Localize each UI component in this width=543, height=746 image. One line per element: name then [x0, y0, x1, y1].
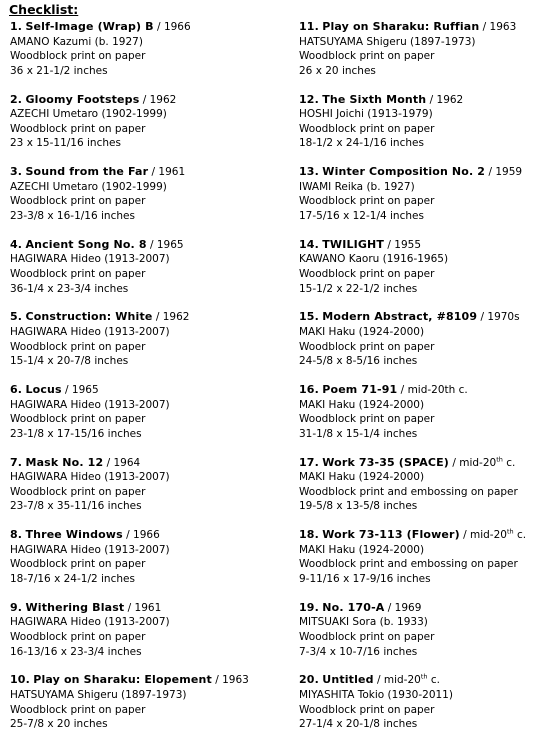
entry-separator: /	[152, 311, 163, 324]
entry-title-line	[299, 456, 539, 471]
entry-medium: Woodblock print on paper	[299, 122, 435, 135]
checklist-entry	[299, 93, 539, 166]
entry-medium: Woodblock print on paper	[299, 267, 435, 280]
entry-date: 1965	[71, 383, 99, 396]
entry-title-line	[299, 310, 539, 325]
entry-separator: /	[61, 383, 72, 396]
entry-dimensions: 24-5/8 x 8-5/16 inches	[299, 355, 418, 368]
entry-separator: /	[426, 93, 437, 106]
entry-artist: HAGIWARA Hideo (1913-2007)	[10, 398, 170, 411]
checklist-entry	[299, 601, 539, 674]
entry-separator: /	[146, 238, 157, 251]
entry-title: Sound from the Far	[25, 165, 149, 179]
entry-number: 17.	[299, 455, 319, 469]
entry-medium: Woodblock print on paper	[10, 122, 146, 135]
entry-medium: Woodblock print on paper	[299, 50, 435, 63]
entry-medium: Woodblock print on paper	[10, 630, 146, 643]
entry-date-superscript: th	[506, 528, 514, 536]
entry-dimensions: 27-1/4 x 20-1/8 inches	[299, 718, 418, 731]
entry-title: Self-Image (Wrap) B	[25, 20, 154, 33]
entry-medium: Woodblock print on paper	[10, 195, 146, 208]
entry-date: 1962	[149, 93, 177, 106]
entry-date: 1969	[394, 601, 422, 614]
entry-number: 14.	[299, 237, 319, 251]
entry-date: mid-20	[459, 456, 497, 469]
entry-title-line	[299, 238, 539, 253]
entry-title: Poem 71-91	[322, 382, 398, 396]
entry-dimensions: 18-1/2 x 24-1/16 inches	[299, 137, 424, 150]
entry-artist: HAGIWARA Hideo (1913-2007)	[10, 471, 170, 484]
entry-medium: Woodblock print on paper	[299, 703, 435, 716]
entry-number: 10.	[10, 673, 30, 687]
entry-dimensions: 23-3/8 x 16-1/16 inches	[10, 209, 135, 222]
entry-date: 1963	[489, 21, 517, 33]
entry-number: 9.	[10, 600, 23, 614]
entry-artist: MIYASHITA Tokio (1930-2011)	[299, 688, 453, 701]
entry-medium: Woodblock print on paper	[10, 50, 146, 63]
entry-title-line	[10, 93, 290, 108]
entry-title-line	[10, 238, 290, 253]
entry-title-line	[10, 528, 290, 543]
entry-artist: MAKI Haku (1924-2000)	[299, 325, 425, 338]
entry-title: Play on Sharaku: Ruffian	[322, 20, 480, 33]
checklist-column-right	[299, 20, 539, 746]
entry-separator: /	[397, 383, 408, 396]
entry-separator: /	[148, 166, 159, 179]
entry-medium: Woodblock print on paper	[10, 267, 146, 280]
entry-date: 1961	[134, 601, 162, 614]
entry-title-line	[299, 20, 539, 35]
entry-date: 1966	[163, 21, 191, 33]
entry-separator: /	[139, 93, 150, 106]
entry-dimensions: 7-3/4 x 10-7/16 inches	[299, 645, 418, 658]
checklist-entry	[10, 601, 290, 674]
entry-dimensions: 26 x 20 inches	[299, 64, 376, 77]
entry-separator: /	[479, 21, 490, 33]
entry-dimensions: 18-7/16 x 24-1/2 inches	[10, 572, 135, 585]
entry-date: 1966	[133, 529, 160, 542]
entry-dimensions: 36-1/4 x 23-3/4 inches	[10, 282, 129, 295]
entry-number: 1.	[10, 20, 23, 33]
checklist-entry	[10, 673, 290, 746]
entry-number: 3.	[10, 165, 23, 179]
entry-title: The Sixth Month	[322, 92, 427, 106]
entry-title: Construction: White	[25, 310, 153, 324]
entry-title-line	[299, 165, 539, 180]
checklist-entry	[10, 93, 290, 166]
entry-date: 1962	[436, 93, 464, 106]
entry-title-line	[10, 383, 290, 398]
entry-date: mid-20th c.	[407, 383, 468, 396]
entry-separator: /	[211, 674, 223, 687]
entry-date: 1963	[222, 674, 249, 687]
entry-medium: Woodblock print on paper	[299, 413, 435, 426]
entry-dimensions: 31-1/8 x 15-1/4 inches	[299, 427, 418, 440]
checklist-entry	[10, 310, 290, 383]
entry-artist: MITSUAKI Sora (b. 1933)	[299, 616, 428, 629]
entry-artist: MAKI Haku (1924-2000)	[299, 471, 425, 484]
entry-title: Winter Composition No. 2	[322, 165, 486, 179]
checklist-entry	[10, 528, 290, 601]
checklist-column-left	[10, 20, 290, 746]
entry-number: 11.	[299, 20, 319, 33]
entry-date-suffix: c.	[427, 674, 440, 687]
entry-dimensions: 23-7/8 x 35-11/16 inches	[10, 500, 142, 513]
checklist-heading: Checklist:	[9, 2, 79, 17]
entry-dimensions: 25-7/8 x 20 inches	[10, 718, 108, 731]
entry-dimensions: 9-11/16 x 17-9/16 inches	[299, 572, 431, 585]
entry-artist: HAGIWARA Hideo (1913-2007)	[10, 616, 170, 629]
entry-title: TWILIGHT	[322, 237, 385, 251]
entry-dimensions: 19-5/8 x 13-5/8 inches	[299, 500, 418, 513]
entry-date: 1961	[158, 166, 186, 179]
entry-number: 16.	[299, 382, 319, 396]
entry-artist: AZECHI Umetaro (1902-1999)	[10, 108, 167, 121]
entry-medium: Woodblock print on paper	[10, 558, 146, 571]
entry-number: 12.	[299, 92, 319, 106]
entry-date-suffix: c.	[513, 529, 527, 542]
entry-title-line	[10, 673, 290, 688]
entry-number: 18.	[299, 528, 319, 542]
entry-title-line	[299, 383, 539, 398]
entry-date: 1970s	[487, 311, 520, 324]
entry-title-line	[299, 673, 539, 688]
checklist-entry	[10, 165, 290, 238]
entry-number: 5.	[10, 310, 23, 324]
entry-number: 7.	[10, 455, 23, 469]
entry-title: Untitled	[322, 673, 374, 687]
entry-separator: /	[485, 166, 496, 179]
entry-medium: Woodblock print on paper	[10, 703, 146, 716]
entry-number: 2.	[10, 92, 23, 106]
entry-separator: /	[122, 529, 134, 542]
entry-number: 8.	[10, 528, 23, 542]
entry-artist: HATSUYAMA Shigeru (1897-1973)	[10, 688, 187, 701]
entry-separator: /	[384, 601, 395, 614]
checklist-entry	[299, 20, 539, 93]
entry-title: Work 73-113 (Flower)	[322, 528, 460, 542]
entry-title-line	[10, 456, 290, 471]
entry-medium: Woodblock print on paper	[10, 485, 146, 498]
entry-title: Gloomy Footsteps	[25, 92, 140, 106]
entry-medium: Woodblock print on paper	[10, 340, 146, 353]
entry-date: 1959	[495, 166, 523, 179]
entry-title: Modern Abstract, #8109	[322, 310, 478, 324]
entry-number: 13.	[299, 165, 319, 179]
entry-separator: /	[373, 674, 384, 687]
entry-number: 19.	[299, 600, 319, 614]
entry-title-line	[10, 601, 290, 616]
entry-date: mid-20	[383, 674, 421, 687]
entry-artist: KAWANO Kaoru (1916-1965)	[299, 253, 449, 266]
entry-title-line	[10, 20, 290, 35]
entry-medium: Woodblock print on paper	[299, 195, 435, 208]
entry-artist: HAGIWARA Hideo (1913-2007)	[10, 325, 170, 338]
entry-artist: AZECHI Umetaro (1902-1999)	[10, 180, 167, 193]
entry-number: 6.	[10, 382, 23, 396]
entry-dimensions: 15-1/4 x 20-7/8 inches	[10, 355, 129, 368]
entry-separator: /	[103, 456, 114, 469]
entry-date: 1955	[394, 238, 422, 251]
entry-medium: Woodblock print and embossing on paper	[299, 558, 518, 571]
entry-medium: Woodblock print on paper	[10, 413, 146, 426]
entry-separator: /	[477, 311, 488, 324]
entry-artist: HAGIWARA Hideo (1913-2007)	[10, 543, 170, 556]
entry-title: Ancient Song No. 8	[25, 237, 147, 251]
entry-number: 4.	[10, 237, 23, 251]
entry-date-superscript: th	[496, 455, 503, 464]
entry-separator: /	[459, 529, 470, 542]
entry-artist: HATSUYAMA Shigeru (1897-1973)	[299, 35, 476, 48]
entry-title: No. 170-A	[322, 600, 385, 614]
entry-title: Withering Blast	[25, 600, 125, 614]
entry-title-line	[299, 93, 539, 108]
entry-title: Three Windows	[25, 528, 123, 542]
entry-date: 1962	[162, 311, 190, 324]
entry-title: Work 73-35 (SPACE)	[322, 455, 449, 469]
checklist-entry	[299, 238, 539, 311]
entry-dimensions: 36 x 21-1/2 inches	[10, 64, 108, 77]
checklist-entry	[299, 528, 539, 601]
checklist-entry	[299, 383, 539, 456]
checklist-entry	[299, 310, 539, 383]
entry-title-line	[10, 310, 290, 325]
entry-separator: /	[153, 21, 164, 33]
entry-date: 1965	[156, 238, 184, 251]
entry-separator: /	[124, 601, 135, 614]
checklist-entry	[10, 20, 290, 93]
checklist-entry	[299, 673, 539, 746]
checklist-entry	[10, 238, 290, 311]
entry-artist: IWAMI Reika (b. 1927)	[299, 180, 415, 193]
entry-title-line	[299, 528, 539, 543]
entry-dimensions: 15-1/2 x 22-1/2 inches	[299, 282, 418, 295]
entry-number: 20.	[299, 673, 319, 687]
entry-separator: /	[384, 238, 395, 251]
entry-number: 15.	[299, 310, 319, 324]
entry-date: 1964	[113, 456, 141, 469]
checklist-entry	[10, 383, 290, 456]
entry-medium: Woodblock print on paper	[299, 340, 435, 353]
entry-separator: /	[449, 456, 460, 469]
entry-dimensions: 17-5/16 x 12-1/4 inches	[299, 209, 424, 222]
entry-artist: MAKI Haku (1924-2000)	[299, 398, 425, 411]
entry-date: mid-20	[469, 529, 507, 542]
entry-title: Mask No. 12	[25, 455, 104, 469]
entry-date-suffix: c.	[502, 456, 516, 469]
entry-medium: Woodblock print and embossing on paper	[299, 485, 518, 498]
entry-dimensions: 23 x 15-11/16 inches	[10, 137, 121, 150]
checklist-entry	[299, 165, 539, 238]
entry-dimensions: 23-1/8 x 17-15/16 inches	[10, 427, 142, 440]
entry-artist: AMANO Kazumi (b. 1927)	[10, 35, 143, 48]
entry-title-line	[10, 165, 290, 180]
entry-artist: HAGIWARA Hideo (1913-2007)	[10, 253, 170, 266]
entry-artist: HOSHI Joichi (1913-1979)	[299, 108, 433, 121]
entry-medium: Woodblock print on paper	[299, 630, 435, 643]
checklist-entry	[10, 456, 290, 529]
entry-artist: MAKI Haku (1924-2000)	[299, 543, 425, 556]
entry-title-line	[299, 601, 539, 616]
entry-dimensions: 16-13/16 x 23-3/4 inches	[10, 645, 142, 658]
entry-title: Locus	[25, 382, 62, 396]
entry-date-superscript: th	[420, 673, 428, 681]
entry-title: Play on Sharaku: Elopement	[33, 673, 212, 687]
checklist-entry	[299, 456, 539, 529]
